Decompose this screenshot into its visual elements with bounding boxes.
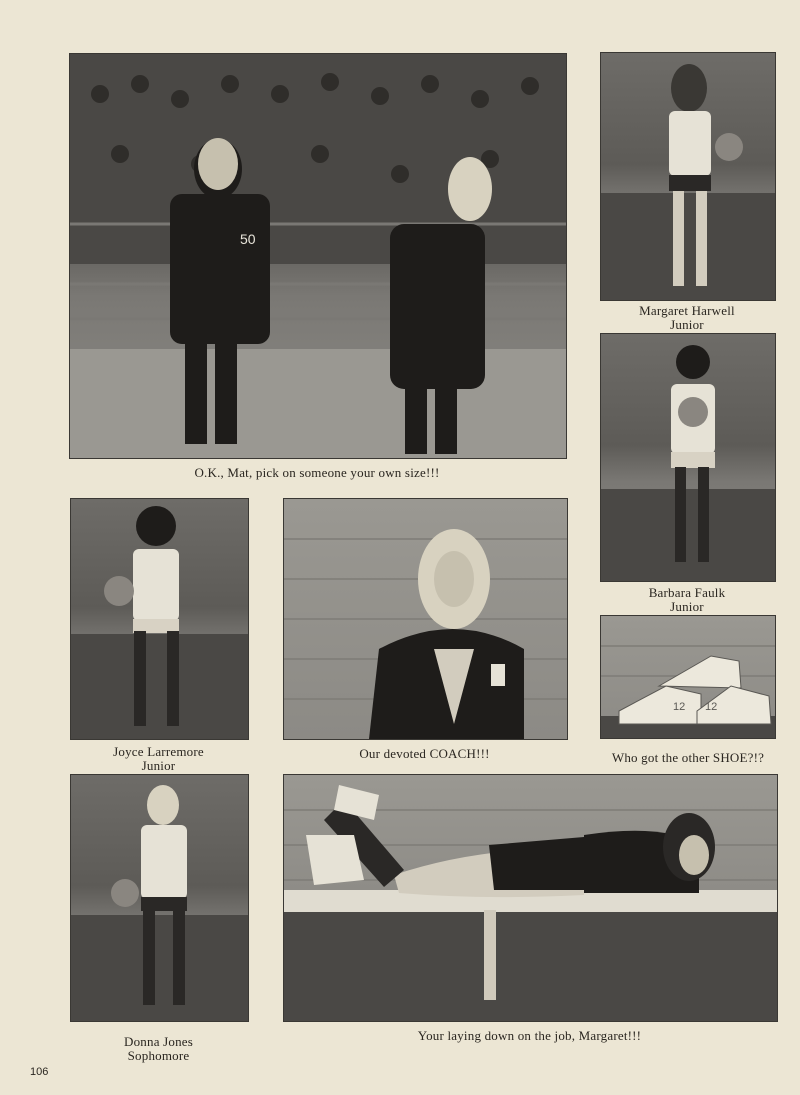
caption-harwell-class: Junior: [670, 317, 704, 332]
caption-faulk-name: Barbara Faulk: [648, 585, 726, 600]
photo-coach: [283, 498, 568, 740]
photo-margaret-harwell: [600, 52, 776, 301]
caption-larremore-class: Junior: [141, 758, 176, 773]
caption-shoe: Who got the other SHOE?!?: [611, 750, 765, 765]
caption-jones-class: Sophomore: [127, 1048, 190, 1063]
shoe-number-left: 12: [673, 701, 686, 713]
caption-laying: Your laying down on the job, Margaret!!!: [417, 1028, 642, 1043]
caption-coach: Our devoted COACH!!!: [359, 746, 490, 761]
caption-larremore-name: Joyce Larremore: [113, 744, 204, 759]
photo-laying-down: [283, 774, 778, 1022]
caption-faulk-class: Junior: [670, 599, 704, 614]
caption-game: O.K., Mat, pick on someone your own size!!!: [194, 465, 440, 480]
photo-joyce-larremore: [70, 498, 249, 740]
caption-harwell-name: Margaret Harwell: [639, 303, 735, 318]
jersey-number: 50: [240, 231, 256, 247]
photo-barbara-faulk: [600, 333, 776, 582]
caption-jones-name: Donna Jones: [124, 1034, 193, 1049]
photo-game-action: [69, 53, 567, 459]
page-number: 106: [30, 1066, 49, 1078]
photo-shoe: [600, 615, 776, 739]
photo-donna-jones: [70, 774, 249, 1022]
shoe-number-right: 12: [705, 701, 718, 713]
